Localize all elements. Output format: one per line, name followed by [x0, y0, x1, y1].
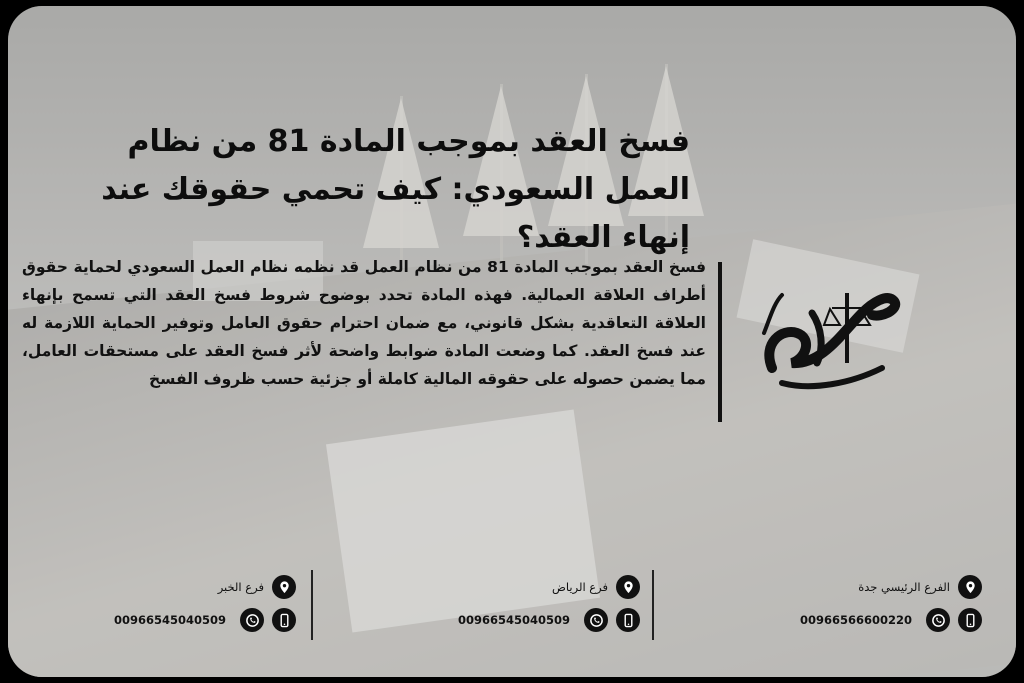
- calligraphy-logo-icon: [752, 273, 902, 403]
- branch-name: فرع الرياض: [551, 580, 608, 594]
- branch-phone[interactable]: 00966545040509: [113, 613, 226, 627]
- mobile-phone-icon[interactable]: [616, 608, 640, 632]
- article-title: فسخ العقد بموجب المادة 81 من نظام العمل السعودي: كيف تحمي حقوقك عند إنهاء العقد؟: [101, 124, 690, 255]
- location-pin-icon: [958, 575, 982, 599]
- whatsapp-icon[interactable]: [584, 608, 608, 632]
- mobile-phone-icon[interactable]: [958, 608, 982, 632]
- mobile-phone-icon[interactable]: [272, 608, 296, 632]
- footer-divider: [311, 570, 313, 640]
- branch-phone[interactable]: 00966545040509: [457, 613, 570, 627]
- branch-name: فرع الخبر: [217, 580, 264, 594]
- vertical-divider: [718, 262, 722, 422]
- branch-phone[interactable]: 00966566600220: [799, 613, 912, 627]
- article-intro: فسخ العقد بموجب المادة 81 من نظام العمل قد نظمه نظام العمل السعودي لحماية حقوق أطراف العلاقة العمالية. فهذه المادة تحدد بوضوح شروط فسخ العقد التي تسمح بإنهاء العلاقة التعاقدية بشكل قانوني، مع ضمان احترام حقوق العامل وتوفير الحماية اللازمة له عند فسخ العقد. كما وضعت المادة ضوابط واضحة لأثر فسخ العقد على مستحقات العامل، مما يضمن حصوله على حقوقه المالية كاملة أو جزئية حسب ظروف الفسخ: [22, 258, 706, 388]
- footer-divider: [652, 570, 654, 640]
- branch-jeddah: [782, 575, 982, 645]
- whatsapp-icon[interactable]: [240, 608, 264, 632]
- branch-name: الفرع الرئيسي جدة: [858, 580, 950, 594]
- branch-riyadh: [440, 575, 640, 645]
- branch-khobar: [96, 575, 296, 645]
- whatsapp-icon[interactable]: [926, 608, 950, 632]
- location-pin-icon: [272, 575, 296, 599]
- location-pin-icon: [616, 575, 640, 599]
